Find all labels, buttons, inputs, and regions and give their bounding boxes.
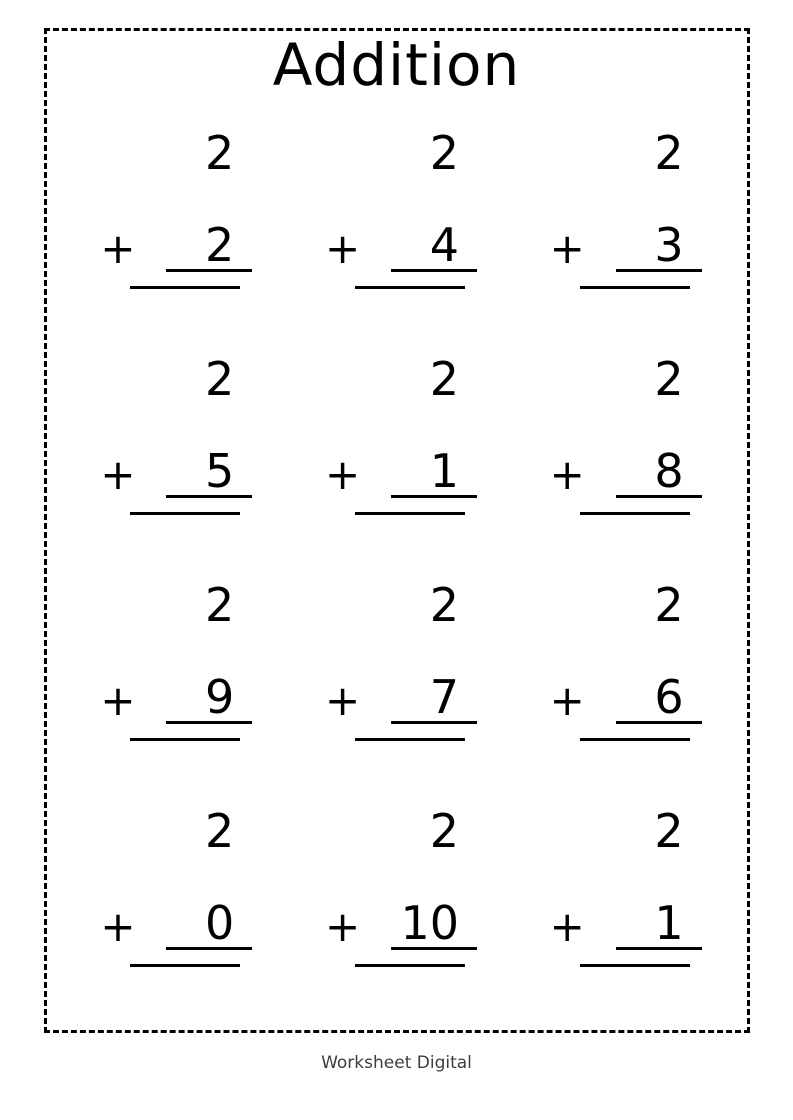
addend-bottom: 8 xyxy=(616,447,702,498)
answer-blank[interactable] xyxy=(355,512,465,515)
addend-top: 2 xyxy=(654,126,684,180)
addend-bottom: 3 xyxy=(616,221,702,272)
plus-operator: + xyxy=(324,902,361,951)
addend-top: 2 xyxy=(429,578,459,632)
answer-blank[interactable] xyxy=(580,964,690,967)
problem-item xyxy=(509,572,734,798)
page-title: Addition xyxy=(272,31,521,99)
answer-blank[interactable] xyxy=(130,738,240,741)
addend-bottom: 5 xyxy=(166,447,252,498)
addend-top: 2 xyxy=(205,352,235,406)
addend-top: 2 xyxy=(654,352,684,406)
addend-bottom: 1 xyxy=(391,447,477,498)
addend-bottom: 2 xyxy=(166,221,252,272)
addend-bottom: 7 xyxy=(391,673,477,724)
problem-item xyxy=(60,572,285,798)
plus-operator: + xyxy=(100,224,136,273)
answer-blank[interactable] xyxy=(130,964,240,967)
answer-blank[interactable] xyxy=(355,738,465,741)
addend-top: 2 xyxy=(654,578,684,632)
problem-item xyxy=(60,120,285,346)
addend-bottom: 9 xyxy=(166,673,252,724)
answer-blank[interactable] xyxy=(580,738,690,741)
footer-credit: Worksheet Digital xyxy=(321,1053,472,1073)
addend-top: 2 xyxy=(654,804,684,858)
plus-operator: + xyxy=(100,450,136,499)
addend-top: 2 xyxy=(205,126,235,180)
problem-item xyxy=(509,120,734,346)
problem-item xyxy=(285,798,510,1024)
answer-blank[interactable] xyxy=(355,964,465,967)
plus-operator: + xyxy=(549,676,585,725)
plus-operator: + xyxy=(324,450,361,499)
answer-blank[interactable] xyxy=(130,286,240,289)
plus-operator: + xyxy=(100,902,136,951)
problem-item xyxy=(285,346,510,572)
plus-operator: + xyxy=(324,676,361,725)
addend-top: 2 xyxy=(205,804,235,858)
answer-blank[interactable] xyxy=(580,512,690,515)
problem-item xyxy=(285,572,510,798)
answer-blank[interactable] xyxy=(355,286,465,289)
plus-operator: + xyxy=(324,224,361,273)
addend-top: 2 xyxy=(429,804,459,858)
problem-item xyxy=(60,798,285,1024)
problem-item xyxy=(60,346,285,572)
problem-item xyxy=(509,346,734,572)
problem-item xyxy=(285,120,510,346)
answer-blank[interactable] xyxy=(130,512,240,515)
answer-blank[interactable] xyxy=(580,286,690,289)
addend-bottom: 1 xyxy=(616,899,702,950)
addend-bottom: 6 xyxy=(616,673,702,724)
addend-bottom: 4 xyxy=(391,221,477,272)
addend-top: 2 xyxy=(205,578,235,632)
plus-operator: + xyxy=(549,902,585,951)
addend-top: 2 xyxy=(429,352,459,406)
plus-operator: + xyxy=(100,676,136,725)
addend-top: 2 xyxy=(429,126,459,180)
plus-operator: + xyxy=(549,450,585,499)
addend-bottom: 10 xyxy=(391,899,477,950)
addend-bottom: 0 xyxy=(166,899,252,950)
problem-item xyxy=(509,798,734,1024)
problems-grid xyxy=(60,120,734,1024)
plus-operator: + xyxy=(549,224,585,273)
